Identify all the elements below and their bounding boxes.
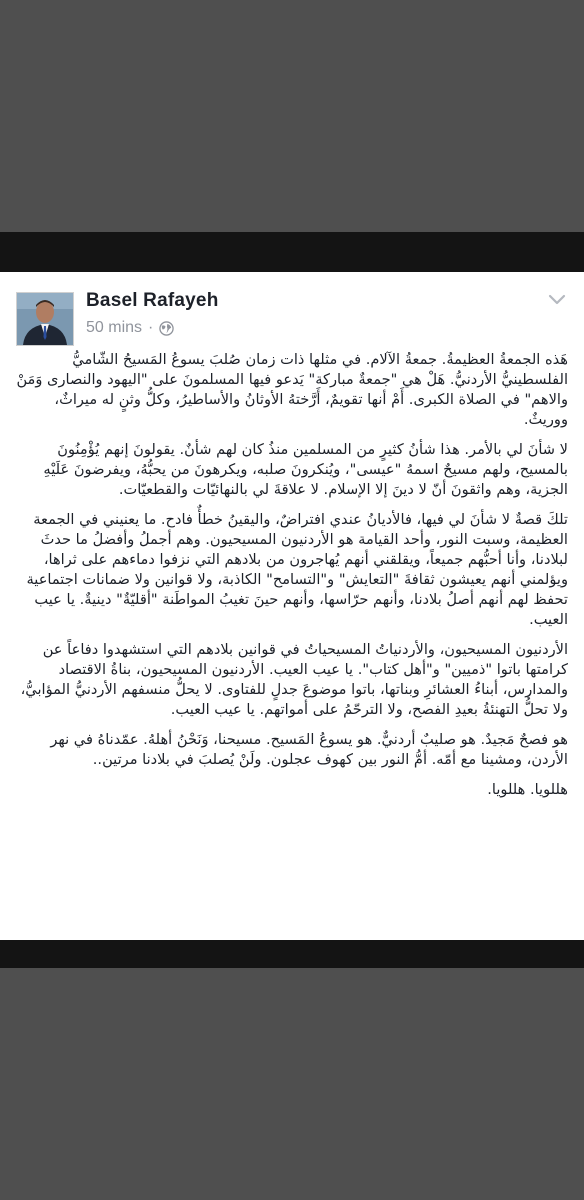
meta-separator: · xyxy=(148,319,154,336)
author-name[interactable]: Basel Rafayeh xyxy=(86,290,219,311)
post-body xyxy=(16,350,568,800)
post-meta xyxy=(86,318,174,338)
post-paragraph: لا شأنَ لي بالأمر. هذا شأنُ كثيرٍ من المسلمين منذُ كان لهم شأنٌ. يقولونَ إنهم يُؤْمِنُونَ بالمسيح، ولهم مسيحٌ اسمهُ "عيسى"، ويُنكرونَ صلبه، ويكرهونَ من يحبُّهُ، ويفرضونَ عَلَيْهِ الجزية، وهم واثقونَ أنّ لا دينَ إلا الإسلام. لا علاقةَ لي بالنهائيّات والقطعيّات. xyxy=(43,441,568,498)
top-backdrop xyxy=(0,0,584,232)
post-paragraph: الأردنيون المسيحيون، والأردنياتُ المسيحياتُ في قوانين بلادهم التي استشهدوا دفاعاً عن كرامتها باتوا "ذميين" و"أهل كتاب". يا عيب العيب. الأردنيون المسيحيون، بناةُ الاقتصاد والمدارس، أبناءُ العشائرِ وبناتها، باتوا موضوعَ جدلٍ للفتاوى. لا يحلُّ منسفهم الأردنيُّ المؤابيُّ، ولا تحلُّ التهنئةُ بعيدِ الفصح، ولا الترحّمُ على أمواتهم. يا عيب العيب. xyxy=(20,641,568,718)
chevron-down-icon[interactable] xyxy=(548,294,566,306)
bottom-backdrop xyxy=(0,968,584,1200)
post-paragraph: تلكَ قصةٌ لا شأنَ لي فيها، فالأديانُ عندي افتراضٌ، واليقينُ خطأٌ فادح. ما يعنيني في الجمعة العظيمة، وسبت النور، وأحد القيامة هو الأردنيون المسيحيون. وهم أجملُ وأفضلُ ما حدثَ لبلادنا، وأنا أحبُّهم جميعاً، ويقلقني أنهم يُهاجرون من بلادهم التي نزفوا دماءهم على ثراها، ويؤلمني أنهم يعيشون ثقافةَ "التعايش" و"التسامح" الكاذبة، ولا قوانين ولا ضمانات اجتماعية تحفظ لهم أنهم أصلُ بلادنا، وأنهم حرّاسها، وأنهم حينَ تغيبُ المواطَنة "أقليّةٌ" دينيةٌ. يا عيب العيب. xyxy=(26,511,568,628)
bottom-black-bar xyxy=(0,940,584,968)
profile-photo xyxy=(17,293,73,345)
post-paragraph: هو فصحٌ مَجيدٌ. هو صليبٌ أردنيٌّ. هو يسوعُ المَسيح. مسيحنا، وَنَحْنُ أهلهُ. عمّدناهُ في نهر الأردن، ومشينا مع أمّه. أمُّ النور بين كهوف عجلون. ولَنْ يُصلبَ في بلادنا مرتين.. xyxy=(50,731,568,768)
top-black-bar xyxy=(0,232,584,272)
author-avatar[interactable] xyxy=(16,292,74,346)
facebook-post-card xyxy=(0,272,584,940)
post-time[interactable]: 50 mins xyxy=(86,319,143,336)
post-paragraph: هللويا. هللويا. xyxy=(487,781,568,798)
post-paragraph: هَذه الجمعةُ العظيمةُ. جمعةُ الآلام. في مثلها ذات زمان صُلبَ يسوعُ المَسيحُ الشّاميُّ الفلسطينيُّ الأردنيُّ. هَلْ هي "جمعةٌ مباركة" يَدعو فيها المسلمونَ على "اليهود والنصارى وَمَنْ والاهم" في الصلاة الكبرى. أَمْ أنها تقويمٌ، أَرَّختهُ الأوثانُ والأساطيرُ، وكلُّ وثنٍ له ميراثٌ، ووريثٌ. xyxy=(16,351,568,428)
globe-icon[interactable] xyxy=(159,321,174,336)
